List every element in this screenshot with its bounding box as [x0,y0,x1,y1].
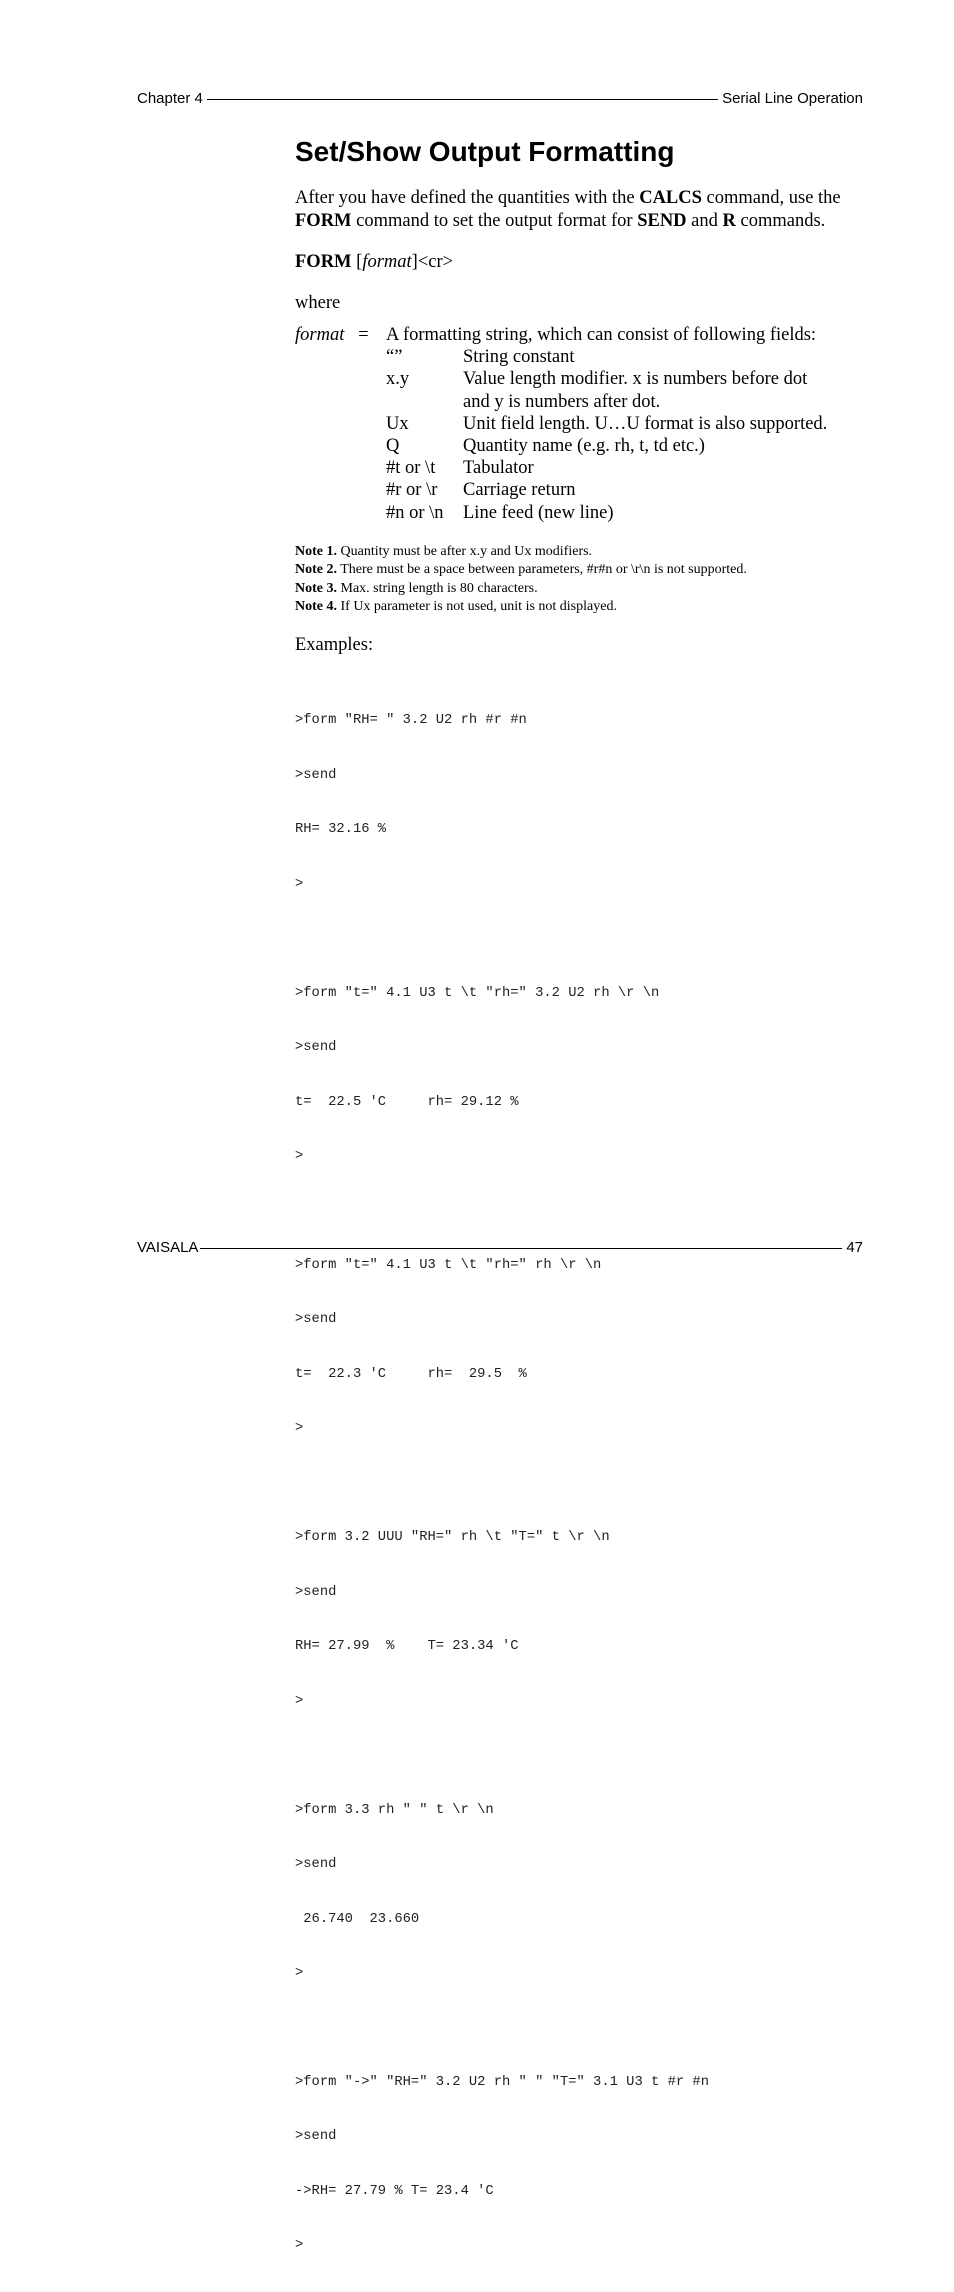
notes-block [295,543,747,616]
form-keyword: FORM [295,211,352,231]
where-label: where [295,293,341,313]
chapter-label: Chapter 4 [137,90,203,107]
code-line: > [295,1421,304,1437]
code-line: t= 22.5 'C rh= 29.12 % [295,1094,519,1110]
definition-head: format = A formatting string, which can consist of following fields: [295,325,817,345]
note-item: Note 3. Max. string length is 80 characters. [295,580,538,596]
field-row: Ux Unit field length. U…U format is also supported. [386,413,828,434]
field-row: and y is numbers after dot. [463,391,661,412]
code-line: >form "->" "RH=" 3.2 U2 rh " " "T=" 3.1 U3 t #r #n [295,2074,709,2090]
field-row: x.y Value length modifier. x is numbers before dot [386,369,808,390]
field-row: Q Quantity name (e.g. rh, t, td etc.) [386,435,705,456]
r-keyword: R [722,211,736,231]
code-line: >form "t=" 4.1 U3 t \t "rh=" rh \r \n [295,1257,602,1273]
code-line: > [295,2238,304,2254]
intro-line-2: FORM command to set the output format for SEND and R commands. [295,211,826,231]
page-header [137,90,863,107]
field-row: #n or \n Line feed (new line) [386,502,614,523]
calcs-keyword: CALCS [639,188,702,208]
code-line: > [295,1149,304,1165]
examples-label: Examples: [295,635,374,655]
section-label: Serial Line Operation [722,90,863,107]
code-line: t= 22.3 'C rh= 29.5 % [295,1366,527,1382]
command-syntax: FORM [format]<cr> [295,252,454,272]
code-line: >send [295,1584,337,1600]
note-item: Note 1. Quantity must be after x.y and Ux modifiers. [295,544,593,559]
code-line: >form 3.2 UUU "RH=" rh \t "T=" t \r \n [295,1530,610,1546]
code-line: > [295,876,304,892]
code-line: >send [295,767,337,783]
code-line: >form "RH= " 3.2 U2 rh #r #n [295,713,527,729]
field-row: “” String constant [386,347,575,368]
intro-line-1: After you have defined the quantities with the CALCS command, use the [295,188,841,208]
send-keyword: SEND [637,211,687,231]
code-line: 26.740 23.660 [295,1911,420,1927]
code-line: RH= 27.99 % T= 23.34 'C [295,1639,519,1655]
format-definition [295,324,827,524]
field-row: #r or \r Carriage return [386,480,576,501]
note-item: Note 2. There must be a space between parameters, #r#n or \r\n is not supported. [295,562,747,578]
field-row: #t or \t Tabulator [386,458,534,479]
examples-code [295,676,709,2292]
page-footer [137,1239,863,1256]
code-line: >send [295,1040,337,1056]
code-line: >send [295,1857,337,1873]
code-line: >form 3.3 rh " " t \r \n [295,1802,494,1818]
code-line: >send [295,2129,337,2145]
code-line: >form "t=" 4.1 U3 t \t "rh=" 3.2 U2 rh \r \n [295,985,660,1001]
code-line: > [295,1693,304,1709]
code-line: >send [295,1312,337,1328]
page-number: 47 [846,1239,863,1256]
code-line: RH= 32.16 % [295,822,387,838]
code-line: ->RH= 27.79 % T= 23.4 'C [295,2183,494,2199]
footer-rule [200,1248,842,1249]
header-rule [207,99,718,100]
code-line: > [295,1966,304,1982]
company-label: VAISALA [137,1239,199,1256]
page-title: Set/Show Output Formatting [295,136,675,167]
note-item: Note 4. If Ux parameter is not used, unit is not displayed. [295,598,617,614]
